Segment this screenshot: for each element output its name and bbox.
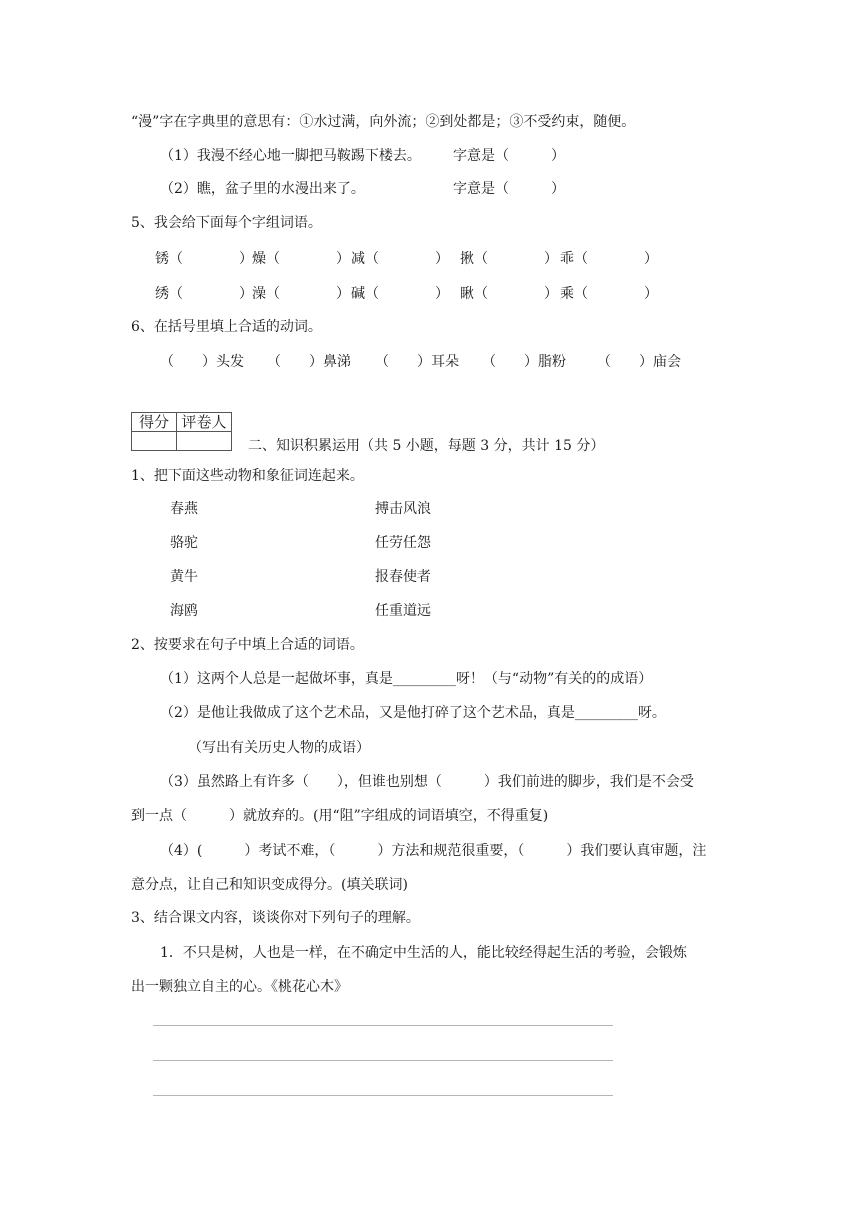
animal-item: 黄牛	[170, 569, 198, 585]
question-2-2-note: （写出有关历史人物的成语）	[188, 740, 370, 756]
verb-blank: （ ）脂粉	[482, 354, 566, 370]
question-2-4-line-1: （4）( ）考试不难，（ ）方法和规范很重要，（ ）我们要认真审题，注	[160, 843, 707, 859]
question-2-2: （2）是他让我做成了这个艺术品，又是他打碎了这个艺术品，真是_________呀。	[160, 705, 666, 721]
question-2-3-line-1: （3）虽然路上有许多（ ），但谁也别想（ ）我们前进的脚步，我们是不会受	[160, 774, 694, 790]
word-blank: 乘（ ）	[560, 286, 658, 302]
symbol-item: 搏击风浪	[375, 501, 431, 517]
symbol-item: 任重道远	[375, 603, 431, 619]
question-3-1-line-1: 1．不只是树，人也是一样，在不确定中生活的人，能比较经得起生活的考验，会锻炼	[160, 945, 687, 961]
word-blank: 燥（ ）	[252, 251, 350, 267]
animal-item: 海鸥	[170, 603, 198, 619]
question-2-1: （1）这两个人总是一起做坏事，真是_________呀！（与“动物”有关的的成语）	[160, 671, 653, 687]
answer-line[interactable]	[153, 1025, 613, 1026]
verb-blank: （ ）庙会	[597, 354, 681, 370]
question-2-title: 2、按要求在句子中填上合适的词语。	[131, 637, 364, 653]
word-blank: 揪（ ）	[460, 251, 558, 267]
symbol-item: 任劳任怨	[375, 535, 431, 551]
word-blank: 锈（ ）	[155, 251, 253, 267]
score-box	[131, 412, 232, 451]
grader-label: 评卷人	[177, 413, 232, 432]
man-question-2: （2）瞧，盆子里的水漫出来了。	[160, 181, 365, 197]
animal-item: 春燕	[170, 501, 198, 517]
question-2-3-line-2: 到一点（ ）就放弃的。(用“阻”字组成的词语填空，不得重复)	[131, 808, 549, 824]
word-blank: 减（ ）	[351, 251, 449, 267]
question-6-title: 6、在括号里填上合适的动词。	[131, 319, 322, 335]
man-definition: “漫”字在字典里的意思有：①水过满，向外流；②到处都是；③不受约束，随便。	[131, 114, 636, 130]
word-blank: 绣（ ）	[155, 286, 253, 302]
symbol-item: 报春使者	[375, 569, 431, 585]
animal-item: 骆驼	[170, 535, 198, 551]
question-3-title: 3、结合课文内容，谈谈你对下列句子的理解。	[131, 910, 420, 926]
man-answer-2: 字意是（ ）	[453, 181, 565, 197]
score-label: 得分	[132, 413, 177, 432]
question-1-title: 1、把下面这些动物和象征词连起来。	[131, 468, 364, 484]
word-blank: 澡（ ）	[252, 286, 350, 302]
score-cell[interactable]	[132, 432, 177, 451]
question-5-title: 5、我会给下面每个字组词语。	[131, 215, 322, 231]
answer-line[interactable]	[153, 1095, 613, 1096]
grader-cell[interactable]	[177, 432, 232, 451]
man-question-1: （1）我漫不经心地一脚把马鞍踢下楼去。	[160, 148, 421, 164]
answer-line[interactable]	[153, 1060, 613, 1061]
verb-blank: （ ）耳朵	[375, 354, 459, 370]
word-blank: 瞅（ ）	[460, 286, 558, 302]
question-3-1-line-2: 出一颗独立自主的心。《桃花心木》	[131, 979, 348, 995]
verb-blank: （ ）鼻涕	[267, 354, 351, 370]
man-answer-1: 字意是（ ）	[453, 148, 565, 164]
word-blank: 碱（ ）	[351, 286, 449, 302]
verb-blank: （ ）头发	[160, 354, 244, 370]
word-blank: 乖（ ）	[560, 251, 658, 267]
section-2-heading: 二、知识积累运用（共 5 小题，每题 3 分，共计 15 分）	[248, 438, 605, 454]
question-2-4-line-2: 意分点，让自己和知识变成得分。(填关联词)	[131, 877, 408, 893]
